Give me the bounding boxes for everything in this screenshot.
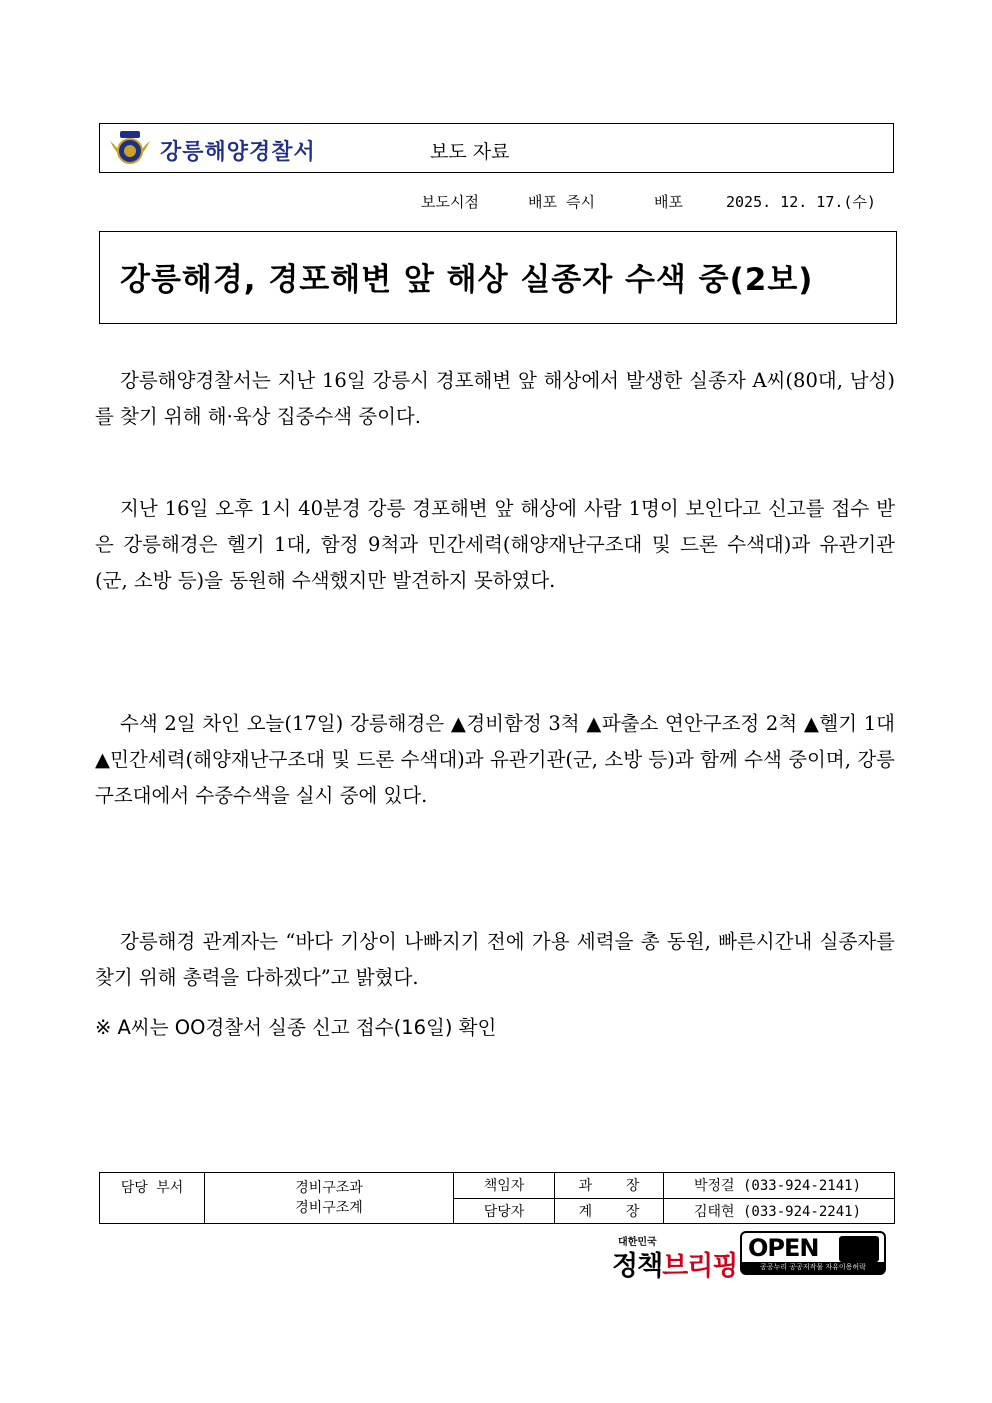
kogl-open-badge	[740, 1231, 886, 1275]
role-staff: 담당자	[454, 1198, 555, 1224]
dept-names	[205, 1173, 454, 1224]
paragraph-1: 강릉해양경찰서는 지난 16일 강릉시 경포해변 앞 해상에서 발생한 실종자 A씨(80대, 남성)를 찾기 위해 해·육상 집중수색 중이다.	[95, 369, 895, 428]
dept-division: 경비구조과	[295, 1180, 363, 1196]
org-name: 강릉해양경찰서	[160, 140, 316, 165]
note: ※ A씨는 OO경찰서 실종 신고 접수(16일) 확인	[95, 1016, 497, 1039]
briefing-logo-small: 대한민국	[618, 1237, 657, 1248]
attribution-icon	[839, 1236, 879, 1262]
header-box	[99, 123, 894, 173]
policy-briefing-logo: 정책브리핑	[612, 1251, 738, 1282]
release-label: 보도시점	[421, 193, 479, 211]
paragraph-3: 수색 2일 차인 오늘(17일) 강릉해경은 ▲경비함정 3척 ▲파출소 연안구조정 2척 ▲헬기 1대 ▲민간세력(해양재난구조대 및 드론 수색대)과 유관기관(군, 소방 등)과 함께 수색 중이며, 강릉구조대에서 수중수색을 실시 중에 있다.	[95, 712, 895, 807]
contact-table	[99, 1172, 895, 1224]
paragraph-4: 강릉해경 관계자는 “바다 기상이 나빠지기 전에 가용 세력을 총 동원, 빠른시간내 실종자를 찾기 위해 총력을 다하겠다”고 밝혔다.	[95, 930, 895, 989]
role-manager: 책임자	[454, 1173, 555, 1199]
open-subtext: 공공누리 공공저작물 자유이용허락	[742, 1262, 884, 1273]
dept-team: 경비구조계	[295, 1200, 363, 1216]
document-type: 보도 자료	[430, 141, 510, 163]
release-date: 2025. 12. 17.(수)	[726, 193, 876, 211]
coast-guard-emblem-icon	[108, 127, 152, 171]
release-timing: 배포 즉시	[528, 193, 595, 211]
contact-manager: 박정걸 (033-924-2141)	[664, 1173, 895, 1199]
open-text: OPEN	[748, 1234, 819, 1262]
position-manager: 과 장	[555, 1173, 664, 1199]
position-staff: 계 장	[555, 1198, 664, 1224]
press-release-title: 강릉해경, 경포해변 앞 해상 실종자 수색 중(2보)	[120, 262, 814, 298]
contact-staff: 김태현 (033-924-2241)	[664, 1198, 895, 1224]
dept-label: 담당 부서	[100, 1173, 205, 1224]
paragraph-2: 지난 16일 오후 1시 40분경 강릉 경포해변 앞 해상에 사람 1명이 보인다고 신고를 접수 받은 강릉해경은 헬기 1대, 함정 9척과 민간세력(해양재난구조대 및 드론 수색대)과 유관기관(군, 소방 등)을 동원해 수색했지만 발견하지 못하였다.	[95, 497, 895, 592]
distribution-label: 배포	[654, 193, 683, 211]
footer-logos	[612, 1231, 892, 1281]
title-box	[99, 231, 897, 324]
